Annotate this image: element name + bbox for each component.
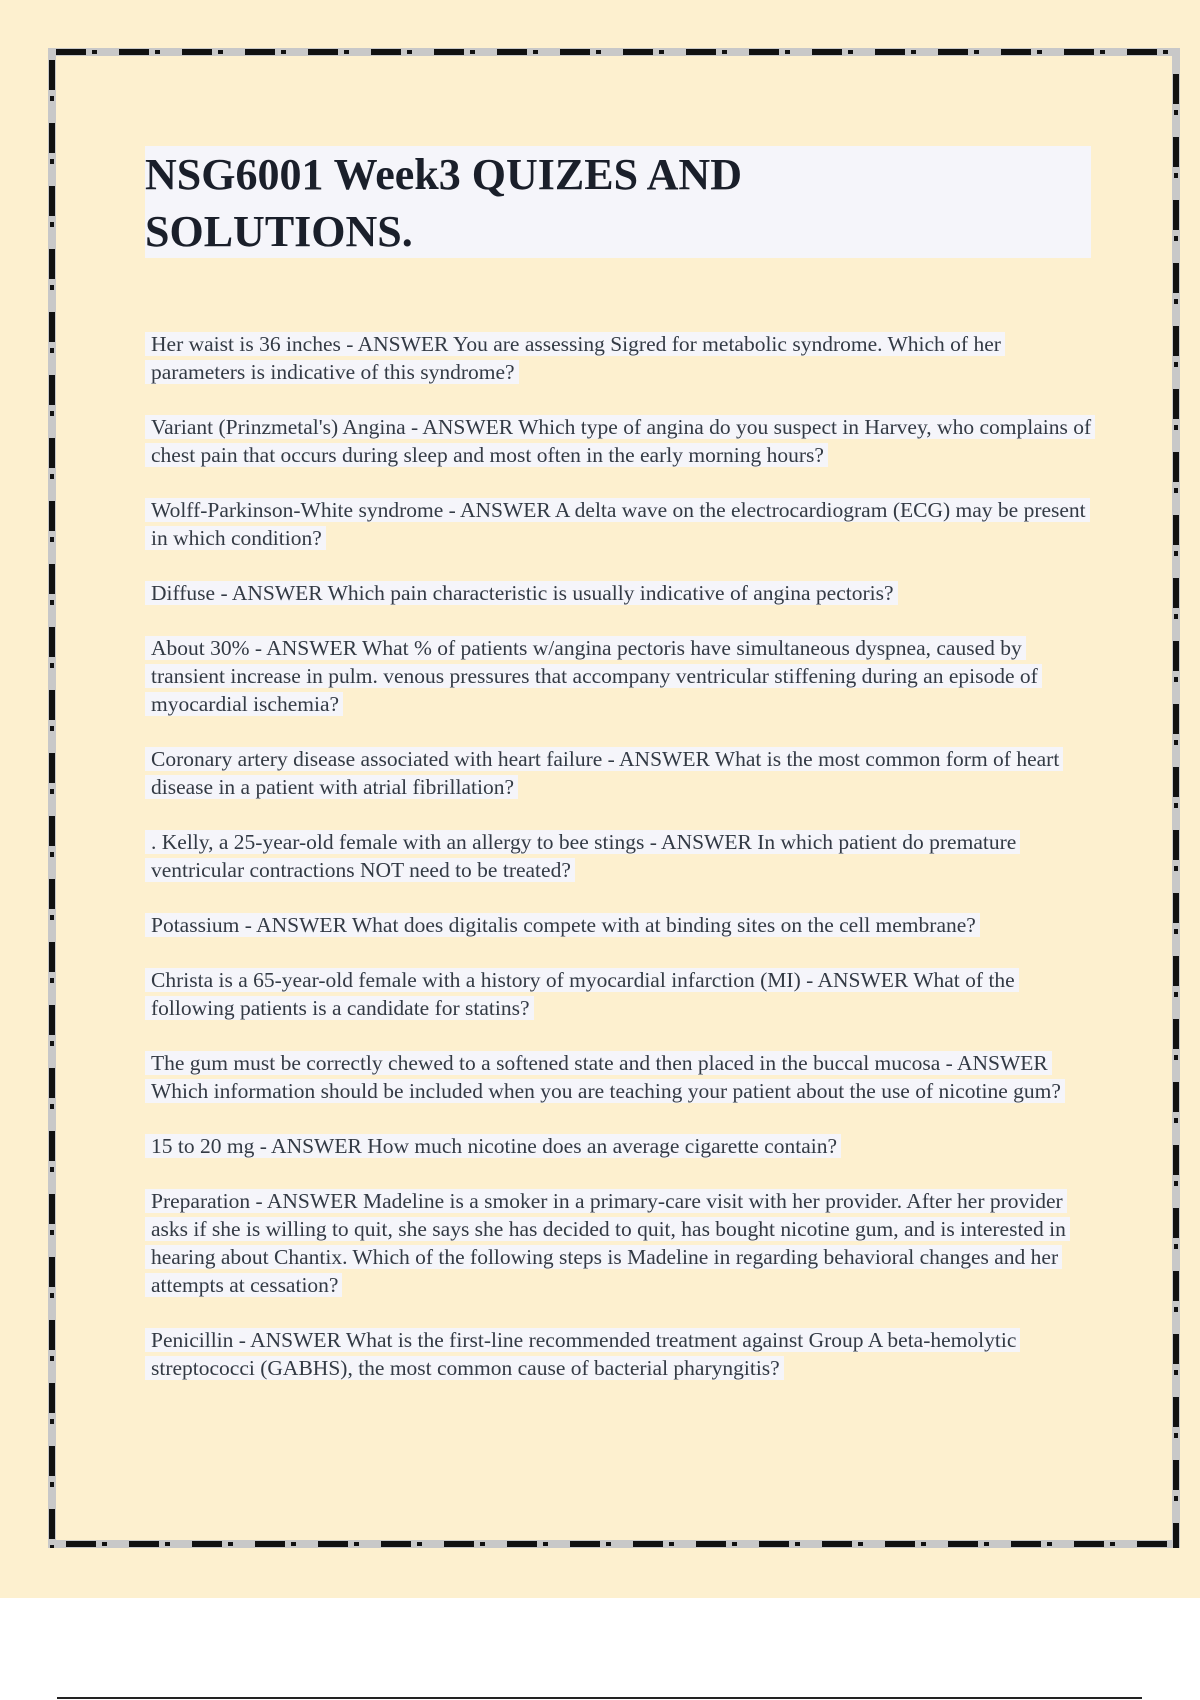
qa-item: Christa is a 65-year-old female with a history of myocardial infarction (MI) - ANSWER What of the following patients is a candidate for statins?: [145, 966, 1093, 1022]
qa-item: Diffuse - ANSWER Which pain characteristic is usually indicative of angina pectoris?: [145, 579, 1093, 607]
qa-item: . Kelly, a 25-year-old female with an allergy to bee stings - ANSWER In which patient do premature ventricular contractions NOT need to be treated?: [145, 828, 1093, 884]
qa-list: [145, 330, 1093, 1382]
qa-item: 15 to 20 mg - ANSWER How much nicotine does an average cigarette contain?: [145, 1132, 1093, 1160]
qa-item: Variant (Prinzmetal's) Angina - ANSWER Which type of angina do you suspect in Harvey, who complains of chest pain that occurs during sleep and most often in the early morning hours?: [145, 413, 1093, 469]
qa-item: The gum must be correctly chewed to a softened state and then placed in the buccal mucosa - ANSWER Which information should be included when you are teaching your patient about the use of nicotine gum?: [145, 1049, 1093, 1105]
qa-item: Penicillin - ANSWER What is the first-line recommended treatment against Group A beta-hemolytic streptococci (GABHS), the most common cause of bacterial pharyngitis?: [145, 1326, 1093, 1382]
qa-item: Wolff-Parkinson-White syndrome - ANSWER A delta wave on the electrocardiogram (ECG) may be present in which condition?: [145, 496, 1093, 552]
footer-rule: [57, 1697, 1142, 1699]
qa-item: Her waist is 36 inches - ANSWER You are assessing Sigred for metabolic syndrome. Which of her parameters is indicative of this syndrome?: [145, 330, 1093, 386]
document-content: [145, 146, 1093, 1409]
qa-item: About 30% - ANSWER What % of patients w/angina pectoris have simultaneous dyspnea, caused by transient increase in pulm. venous pressures that accompany ventricular stiffening during an episode of myocardial ischemia?: [145, 634, 1093, 718]
qa-item: Preparation - ANSWER Madeline is a smoker in a primary-care visit with her provider. After her provider asks if she is willing to quit, she says she has decided to quit, has bought nicotine gum, and is interested in hearing about Chantix. Which of the following steps is Madeline in regarding behavioral changes and her attempts at cessation?: [145, 1187, 1093, 1299]
document-title: NSG6001 Week3 QUIZES AND SOLUTIONS.: [145, 150, 742, 256]
qa-item: Coronary artery disease associated with heart failure - ANSWER What is the most common form of heart disease in a patient with atrial fibrillation?: [145, 745, 1093, 801]
title-block: [145, 146, 1091, 258]
qa-item: Potassium - ANSWER What does digitalis compete with at binding sites on the cell membrane?: [145, 911, 1093, 939]
